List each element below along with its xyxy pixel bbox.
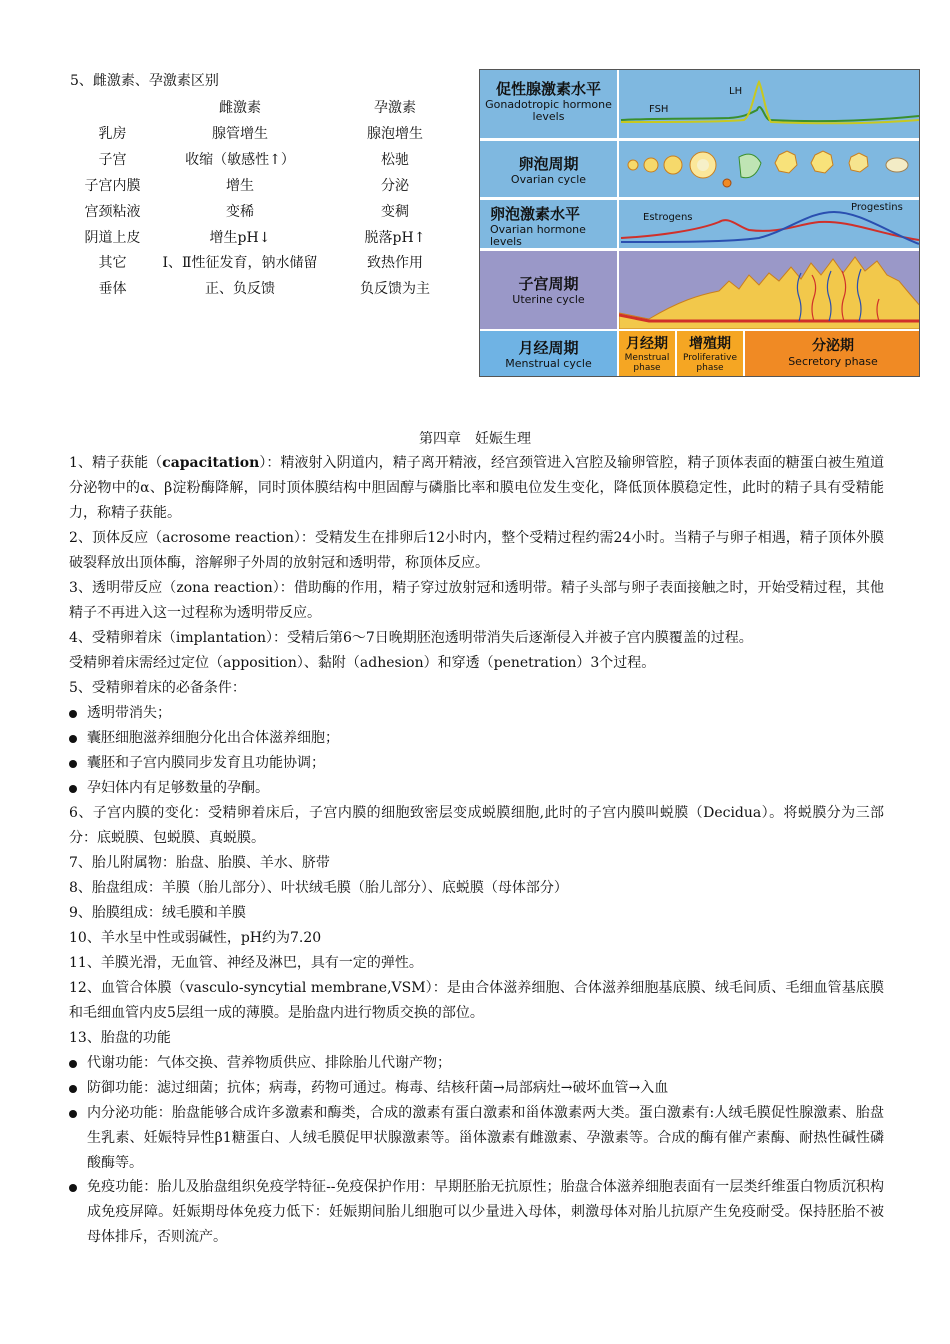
paragraph-placenta-composition: 8、胎盘组成：羊膜（胎儿部分）、叶状绒毛膜（胎儿部分）、底蜕膜（母体部分） [69, 880, 568, 896]
bullet-icon [69, 1085, 77, 1093]
paragraph-zona: 3、透明带反应（zona reaction）：借助酶的作用，精子穿过放射冠和透明带。精子头部与卵子表面接触之时，开始受精过程，其他精子不再进入这一过程称为透明带反应。 [69, 580, 884, 621]
estrogen-cell: 收缩（敏感性↑） [185, 152, 295, 168]
comparison-header-row [0, 97, 470, 123]
paragraph-appendages: 7、胎儿附属物：胎盘、胎膜、羊水、脐带 [69, 855, 330, 871]
ovarian-cycle-label: 卵泡周期 Ovarian cycle [480, 141, 619, 197]
list-item: 免疫功能：胎儿及胎盘组织免疫学特征--免疫保护作用：早期胚胎无抗原性；胎盘合体滋养细胞表面有一层类纤维蛋白物质沉积构成免疫屏障。妊娠期母体免疫力低下：妊娠期间胎儿细胞可以少量进入母体，刺激母体对胎儿抗原产生免疫耐受。保持胚胎不被母体排斥，否则流产。 [69, 1175, 884, 1250]
gonadotropic-label: 促性腺激素水平 Gonadotropic hormone levels [480, 70, 619, 138]
bullet-icon [69, 760, 77, 768]
row-label: 阴道上皮 [84, 230, 141, 246]
progestins-label: Progestins [851, 202, 903, 213]
row-label: 子宫内膜 [84, 178, 141, 194]
estrogen-cell: Ⅰ、Ⅱ性征发育，钠水储留 [162, 255, 318, 271]
estrogen-cell: 增生pH↓ [209, 230, 271, 246]
endometrium-shape [619, 257, 920, 329]
progesterone-cell: 变稠 [381, 204, 409, 220]
list-item: 代谢功能：气体交换、营养物质供应、排除胎儿代谢产物； [69, 1051, 884, 1076]
comparison-row [0, 278, 470, 304]
comparison-row [0, 123, 470, 149]
comparison-row [0, 227, 470, 253]
header-estrogen: 雌激素 [219, 100, 261, 116]
comparison-row [0, 149, 470, 175]
phase-menstrual: 月经期 Menstrual phase [619, 331, 677, 377]
bullet-icon [69, 1110, 77, 1118]
comparison-row [0, 252, 470, 278]
bullet-icon [69, 735, 77, 743]
progesterone-cell: 松驰 [381, 152, 409, 168]
progesterone-cell: 脱落pH↑ [364, 230, 426, 246]
chapter-title: 第四章 妊娠生理 [419, 431, 531, 447]
uterine-plot [619, 251, 920, 329]
list-item: 囊胚和子宫内膜同步发育且功能协调； [69, 751, 884, 776]
menstrual-cycle-figure [479, 69, 920, 377]
comparison-title: 5、雌激素、孕激素区别 [70, 73, 219, 89]
header-progesterone: 孕激素 [374, 100, 416, 116]
comparison-row [0, 201, 470, 227]
follicle-icons [628, 151, 908, 187]
phase-proliferative: 增殖期 Proliferative phase [677, 331, 745, 377]
list-item: 囊胚细胞滋养细胞分化出合体滋养细胞； [69, 726, 884, 751]
row-label: 其它 [98, 255, 127, 271]
lh-curve [621, 82, 919, 123]
list-item: 透明带消失； [69, 701, 884, 726]
bullet-icon [69, 1184, 77, 1192]
paragraph-implantation-steps: 受精卵着床需经过定位（apposition）、黏附（adhesion）和穿透（penetration）3个过程。 [69, 655, 656, 671]
paragraph-capacitation: 1、精子获能（capacitation）：精液射入阴道内，精子离开精液，经宫颈管进入宫腔及输卵管腔，精子顶体表面的糖蛋白被生殖道分泌物中的α、β淀粉酶降解，同时顶体膜结构中胆固醇与磷脂比率和膜电位发生变化，降低顶体膜稳定性，此时的精子具有受精能力，称精子获能。 [69, 455, 884, 521]
fsh-label: FSH [649, 104, 669, 115]
menstrual-cycle-band [480, 331, 920, 377]
bullet-icon [69, 1060, 77, 1068]
estrogens-label: Estrogens [643, 212, 693, 223]
row-label: 垂体 [98, 281, 127, 297]
lh-label: LH [729, 86, 743, 97]
progesterone-cell: 腺泡增生 [367, 126, 423, 142]
progesterone-cell: 分泌 [381, 178, 409, 194]
estrogen-cell: 变稀 [226, 204, 254, 220]
paragraph-placenta-functions: 13、胎盘的功能 [69, 1030, 171, 1046]
phase-secretory: 分泌期 Secretory phase [745, 331, 920, 377]
progesterone-cell: 负反馈为主 [360, 281, 430, 297]
comparison-row [0, 175, 470, 201]
row-label: 宫颈粘液 [84, 204, 141, 220]
gonadotropic-band [480, 70, 920, 138]
row-label: 乳房 [98, 126, 127, 142]
progesterone-cell: 致热作用 [367, 255, 423, 271]
ovarian-hormone-plot [619, 200, 920, 248]
ovarian-plot [619, 141, 920, 197]
uterine-cycle-band [480, 251, 920, 329]
estrogen-cell: 增生 [226, 178, 254, 194]
paragraph-vsm: 12、血管合体膜（vasculo-syncytial membrane,VSM）：是由合体滋养细胞、合体滋养细胞基底膜、绒毛间质、毛细血管基底膜和毛细血管内皮5层组一成的薄膜。是胎盘内进行物质交换的部位。 [69, 980, 884, 1021]
row-label: 子宫 [98, 152, 127, 168]
paragraph-decidua: 6、子宫内膜的变化：受精卵着床后，子宫内膜的细胞致密层变成蜕膜细胞,此时的子宫内膜叫蜕膜（Decidua）。将蜕膜分为三部分：底蜕膜、包蜕膜、真蜕膜。 [69, 805, 884, 846]
paragraph-fetal-membrane: 9、胎膜组成：绒毛膜和羊膜 [69, 905, 246, 921]
ovarian-cycle-band [480, 141, 920, 197]
estrogen-cell: 腺管增生 [212, 126, 268, 142]
bullet-icon [69, 710, 77, 718]
paragraph-amnion: 11、羊膜光滑，无血管、神经及淋巴，具有一定的弹性。 [69, 955, 423, 971]
gonadotropic-plot [619, 70, 920, 138]
paragraph-acrosome: 2、顶体反应（acrosome reaction）：受精发生在排卵后12小时内，整个受精过程约需24小时。当精子与卵子相遇，精子顶体外膜破裂释放出顶体酶，溶解卵子外周的放射冠和透明带，称顶体反应。 [69, 530, 884, 571]
menstrual-cycle-label: 月经周期 Menstrual cycle [480, 331, 619, 377]
list-item: 孕妇体内有足够数量的孕酮。 [69, 776, 884, 801]
ovarian-hormone-band [480, 200, 920, 248]
list-item: 内分泌功能：胎盘能够合成许多激素和酶类，合成的激素有蛋白激素和甾体激素两大类。蛋白激素有:人绒毛膜促性腺激素、胎盘生乳素、妊娠特异性β1糖蛋白、人绒毛膜促甲状腺激素等。甾体激素有雌激素、孕激素等。合成的酶有催产素酶、耐热性碱性磷酸酶等。 [69, 1101, 884, 1176]
uterine-cycle-label: 子宫周期 Uterine cycle [480, 251, 619, 329]
bullet-icon [69, 785, 77, 793]
list-item: 防御功能：滤过细菌；抗体；病毒，药物可通过。梅毒、结核秆菌→局部病灶→破坏血管→入血 [69, 1076, 884, 1101]
estrogen-cell: 正、负反馈 [205, 281, 275, 297]
paragraph-implantation: 4、受精卵着床（implantation）：受精后第6～7日晚期胚泡透明带消失后逐渐侵入并被子宫内膜覆盖的过程。 [69, 630, 753, 646]
paragraph-conditions-heading: 5、受精卵着床的必备条件： [69, 680, 246, 696]
paragraph-amniotic-fluid: 10、羊水呈中性或弱碱性，pH约为7.20 [69, 930, 322, 946]
ovarian-hormone-label: 卵泡激素水平 Ovarian hormone levels [480, 200, 619, 248]
